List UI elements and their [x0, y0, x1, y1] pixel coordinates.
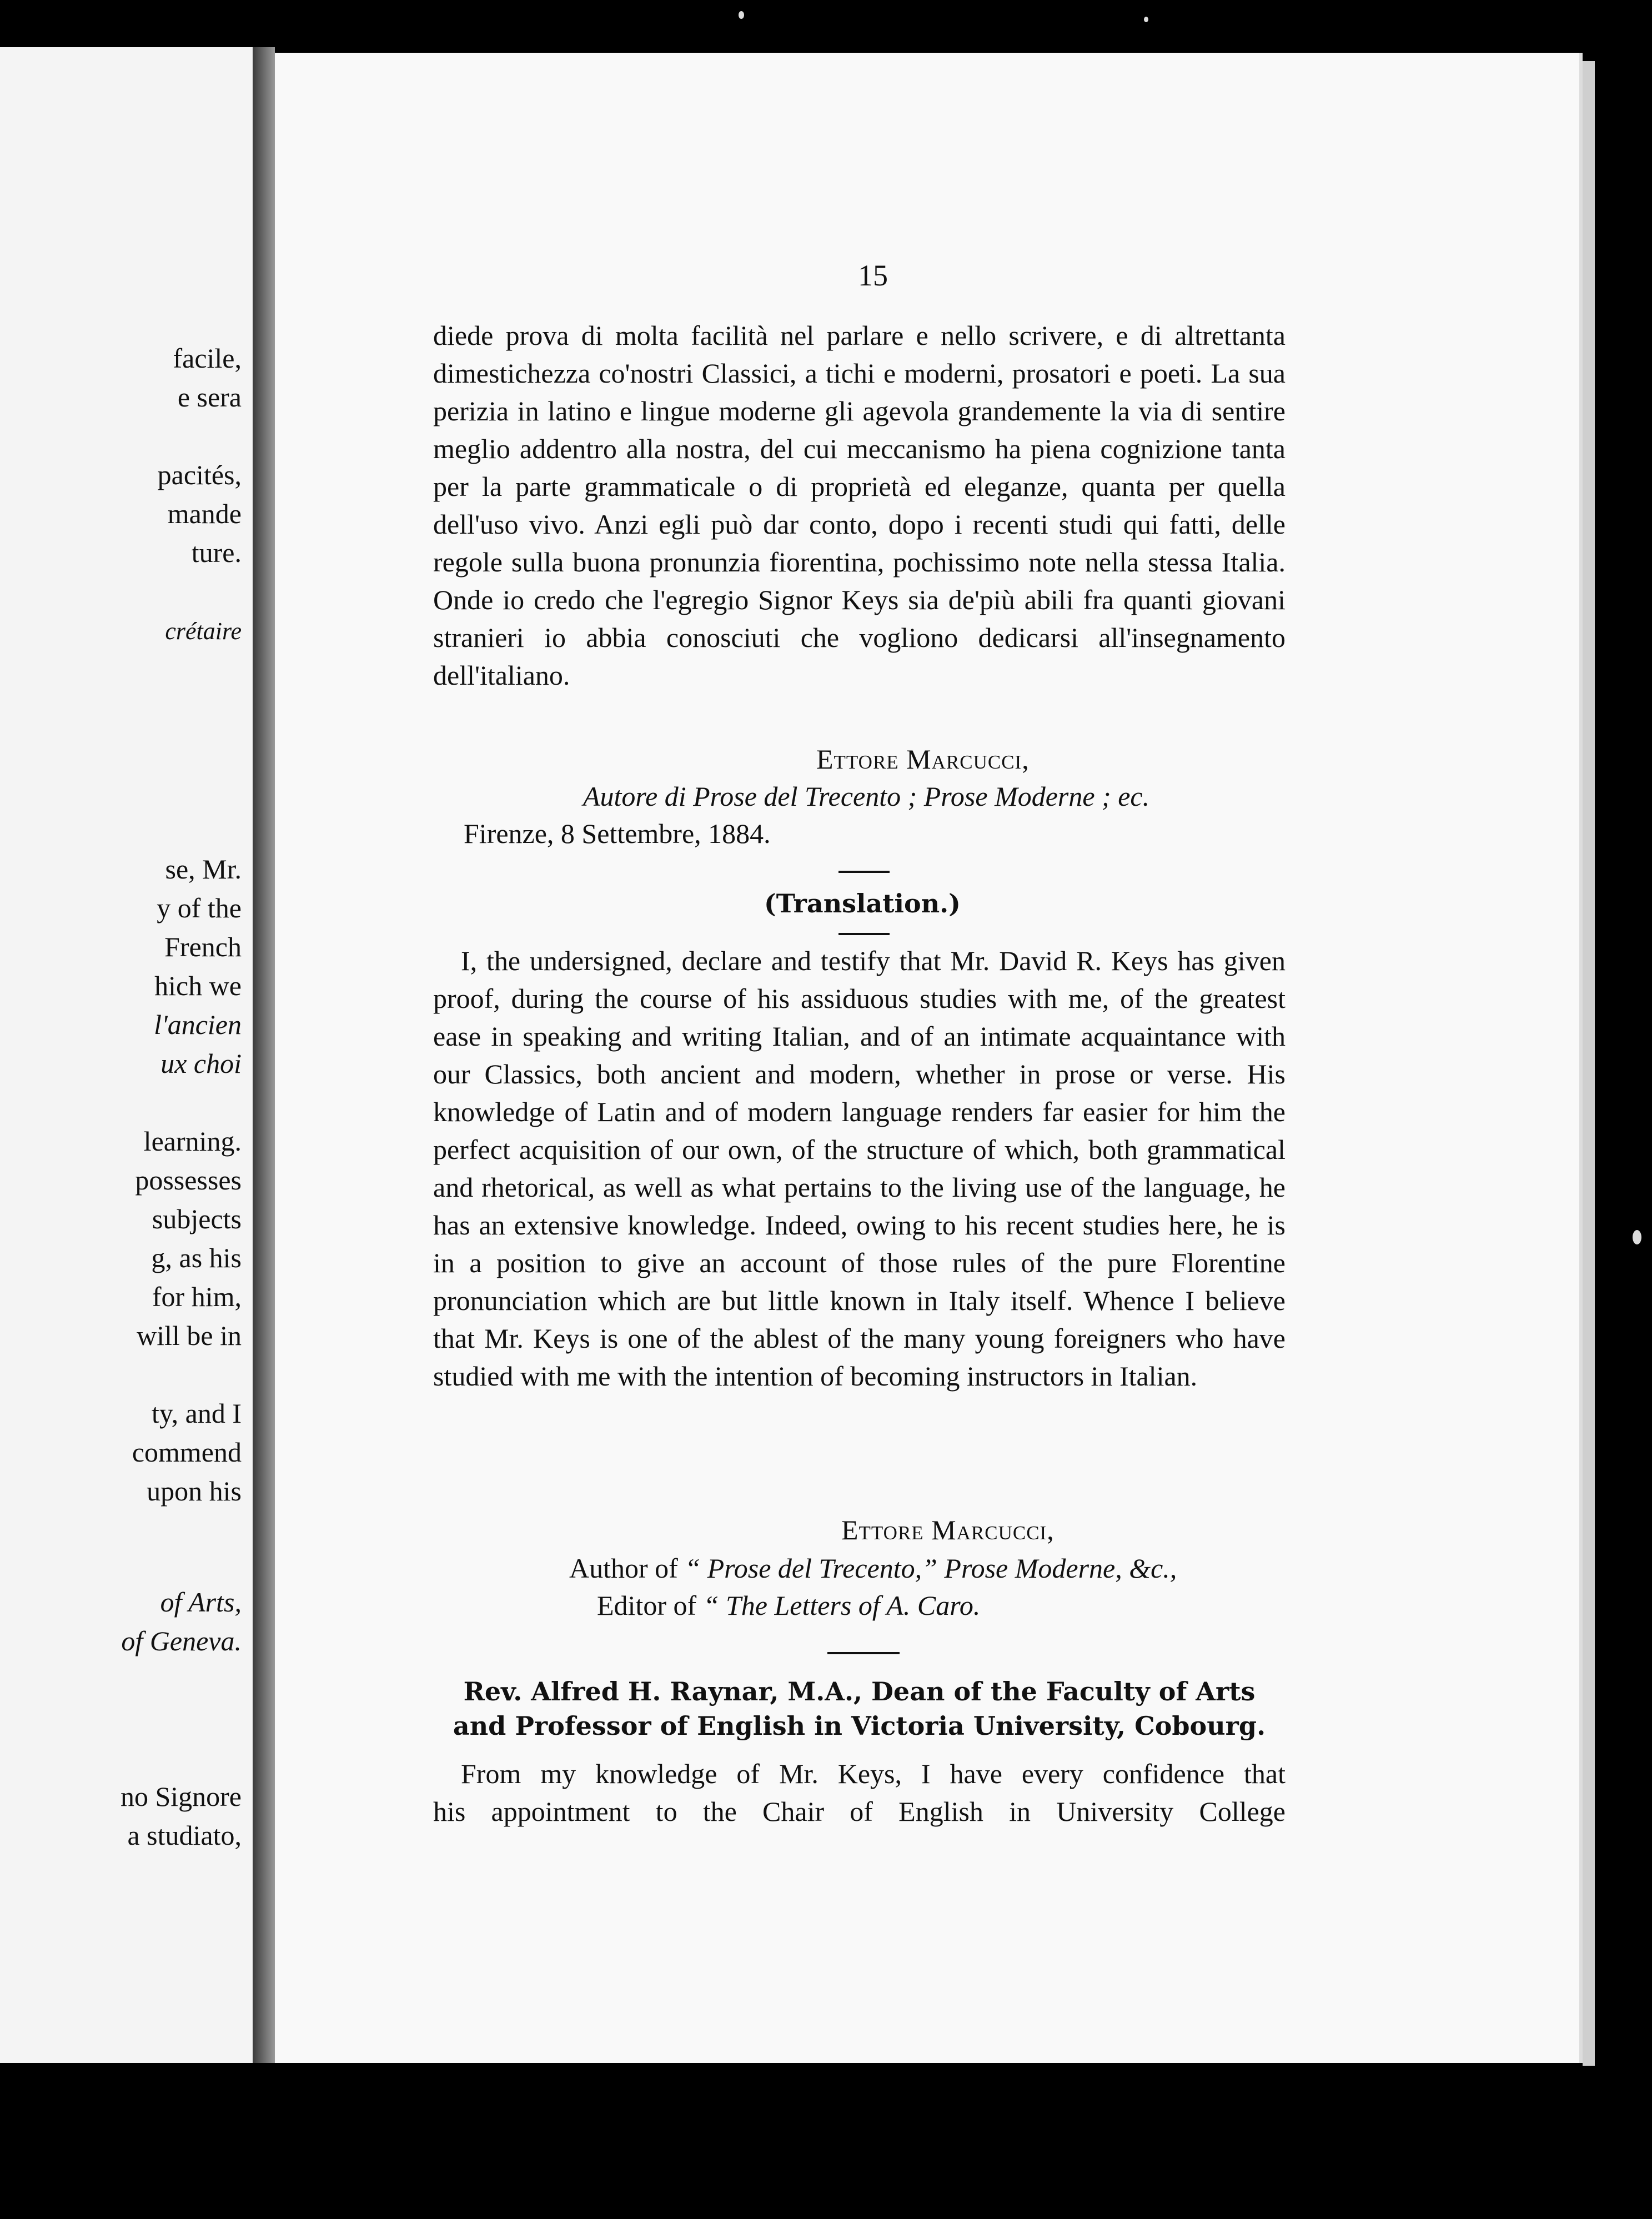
book-gutter	[253, 47, 275, 2063]
scan-speck	[1633, 1230, 1641, 1244]
left-page-line: mande	[167, 498, 242, 529]
author-prefix: Author of	[569, 1553, 678, 1584]
raynar-heading	[433, 1674, 1286, 1743]
left-page-line: upon his	[147, 1475, 242, 1507]
left-page-line: l'ancien	[154, 1009, 242, 1040]
section-rule	[838, 933, 890, 935]
raynar-heading-line: Rev. Alfred H. Raynar, M.A., Dean of the Faculty of Arts	[463, 1676, 1256, 1706]
page-number: 15	[858, 259, 888, 292]
raynar-paragraph-line: From my knowledge of Mr. Keys, I have every confidence that	[461, 1758, 1286, 1789]
left-page-line: se, Mr.	[165, 854, 242, 885]
translation-paragraph-text: I, the undersigned, declare and testify that Mr. David R. Keys has given proof, during the course of his assiduous studies with me, of the greatest ease in speaking and writing Italian, and of an intimate acquaintance with our Classics, both ancient and modern, whether in prose or verse. His knowledge of Latin and of modern language renders far easier for him the perfect acquisition of our own, of the structure of which, both grammatical and rhetorical, as well as what pertains to the living use of the language, he has an extensive knowledge. Indeed, owing to his recent studies here, he is in a position to give an account of those rules of the pure Florentine pronunciation which are but little known in Italy itself. Whence I believe that Mr. Keys is one of the ablest of the many young foreigners who have studied with me with the intention of becoming instructors in Italian.	[433, 945, 1286, 1392]
left-page-line: subjects	[152, 1203, 242, 1234]
left-page-line: French	[164, 931, 242, 962]
scan-speck	[1144, 17, 1148, 22]
left-page-line: of Geneva.	[121, 1625, 242, 1656]
left-page-line: hich we	[154, 970, 242, 1001]
left-page-line: pacités,	[157, 459, 242, 490]
left-page-line: commend	[132, 1437, 242, 1468]
left-facing-page	[0, 47, 253, 2063]
signature-name: Ettore Marcucci,	[816, 744, 1030, 775]
left-page-line: ture.	[191, 537, 242, 568]
author-works: “ Prose del Trecento,” Prose Moderne, &c.,	[685, 1553, 1177, 1584]
left-page-line: y of the	[157, 892, 242, 923]
left-page-line: ty, and I	[152, 1398, 242, 1429]
left-page-line: no Signore	[120, 1781, 242, 1812]
left-page-line: g, as his	[151, 1242, 242, 1273]
left-page-line: facile,	[173, 343, 242, 374]
left-page-line: of Arts,	[160, 1587, 242, 1618]
translation-heading: (Translation.)	[764, 888, 961, 918]
signature-author-line	[569, 1552, 1177, 1584]
left-page-line: learning.	[143, 1126, 242, 1157]
left-page-line: crétaire	[165, 617, 242, 645]
signature-editor-line	[597, 1589, 980, 1621]
italian-paragraph-text: diede prova di molta facilità nel parlare e nello scrivere, e di altrettanta dimestichezza co'nostri Classici, a tichi e moderni, prosatori e poeti. La sua perizia in latino e lingue moderne gli agevola grandemente la via di sentire meglio addentro alla nostra, del cui meccanismo ha piena cognizione tanta per la parte grammaticale o di proprietà ed eleganze, quanta per quella dell'uso vivo. Anzi egli può dar conto, dopo i recenti studi qui fatti, delle regole sulla buona pronunzia fiorentina, pochissimo note nella stessa Italia. Onde io credo che l'egregio Signor Keys sia de'più abili fra quanti giovani stranieri io abbia conosciuti che vogliono dedicarsi all'insegnamento dell'italiano.	[433, 320, 1286, 691]
section-rule	[838, 871, 890, 873]
left-page-line: for him,	[152, 1281, 242, 1312]
italian-paragraph	[433, 317, 1286, 694]
left-page-line: will be in	[137, 1320, 242, 1351]
scan-speck	[739, 11, 744, 19]
raynar-paragraph-line: his appointment to the Chair of English in University College	[433, 1796, 1286, 1827]
raynar-paragraph	[433, 1755, 1286, 1830]
editor-work: “ The Letters of A. Caro.	[703, 1590, 981, 1621]
left-page-line: possesses	[135, 1164, 242, 1196]
section-rule	[827, 1652, 900, 1654]
signature-date: Firenze, 8 Settembre, 1884.	[464, 818, 771, 849]
left-page-line: a studiato,	[127, 1820, 242, 1851]
signature-name: Ettore Marcucci,	[841, 1514, 1055, 1545]
left-page-line: e sera	[177, 381, 242, 413]
signature-title: Autore di Prose del Trecento ; Prose Moderne ; ec.	[583, 781, 1150, 812]
page-edge	[1583, 61, 1595, 2066]
raynar-heading-line: and Professor of English in Victoria University, Cobourg.	[453, 1711, 1266, 1741]
translation-paragraph	[433, 942, 1286, 1395]
left-page-line: ux choi	[160, 1048, 242, 1079]
editor-prefix: Editor of	[597, 1590, 697, 1621]
